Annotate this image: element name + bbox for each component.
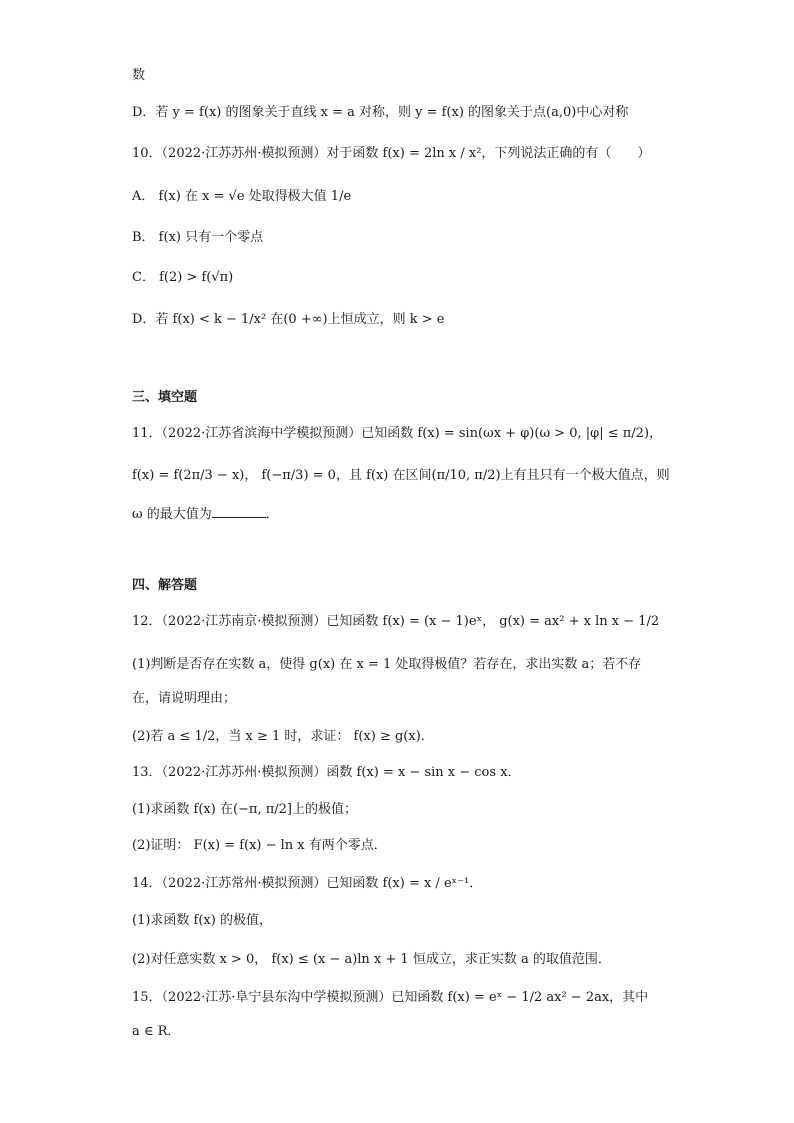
- question-13: 13．（2022·江苏苏州·模拟预测）函数 f(x) = x − sin x − cos x．: [132, 765, 521, 780]
- q12-part-1: (1)判断是否存在实数 a，使得 g(x) 在 x = 1 处取得极值？若存在，求出实数 a；若不存: [132, 657, 642, 672]
- q12-part-2: (2)若 a ≤ 1/2，当 x ≥ 1 时，求证： f(x) ≥ g(x)．: [132, 729, 434, 744]
- question-10: 10．（2022·江苏苏州·模拟预测）对于函数 f(x) = 2ln x / x²，下列说法正确的有（ ）: [132, 146, 651, 161]
- question-12: 12．（2022·江苏南京·模拟预测）已知函数 f(x) = (x − 1)eˣ， g(x) = ax² + x ln x − 1/2: [132, 614, 660, 629]
- q14-part-2: (2)对任意实数 x > 0， f(x) ≤ (x − a)ln x + 1 恒成立，求正实数 a 的取值范围．: [132, 952, 611, 967]
- q10-option-c: C． f(2) > f(√π): [132, 270, 234, 285]
- q10-option-d: D．若 f(x) < k − 1/x² 在(0 +∞)上恒成立，则 k > e: [132, 312, 445, 327]
- q11-condition: f(x) = f(2π/3 − x)， f(−π/3) = 0，且 f(x) 在区间(π/10, π/2)上有且只有一个极大值点，则: [132, 468, 670, 483]
- q14-part-1: (1)求函数 f(x) 的极值，: [132, 913, 272, 928]
- text-line-1: 数: [132, 68, 146, 83]
- q12-part-1-cont: 在，请说明理由；: [132, 691, 237, 706]
- section-answer: 四、解答题: [132, 578, 198, 593]
- q15-cont: a ∈ R．: [132, 1024, 181, 1039]
- answer-blank: [212, 505, 266, 518]
- question-11: 11．（2022·江苏省滨海中学模拟预测）已知函数 f(x) = sin(ωx + φ)(ω > 0, |φ| ≤ π/2)，: [132, 426, 663, 441]
- question-15: 15．（2022·江苏·阜宁县东沟中学模拟预测）已知函数 f(x) = eˣ − 1/2 ax² − 2ax，其中: [132, 990, 649, 1005]
- q10-option-b: B． f(x) 只有一个零点: [132, 230, 264, 245]
- q10-option-a: A． f(x) 在 x = √e 处取得极大值 1/e: [132, 189, 352, 204]
- question-14: 14．（2022·江苏常州·模拟预测）已知函数 f(x) = x / eˣ⁻¹．: [132, 876, 483, 891]
- option-d-symmetry: D．若 y = f(x) 的图象关于直线 x = a 对称，则 y = f(x) 的图象关于点(a,0)中心对称: [132, 105, 629, 120]
- section-fill-in: 三、填空题: [132, 390, 198, 405]
- q11-ask: ω 的最大值为 ．: [132, 507, 279, 522]
- q13-part-1: (1)求函数 f(x) 在(−π, π/2]上的极值；: [132, 802, 358, 817]
- q13-part-2: (2)证明： F(x) = f(x) − ln x 有两个零点．: [132, 838, 387, 853]
